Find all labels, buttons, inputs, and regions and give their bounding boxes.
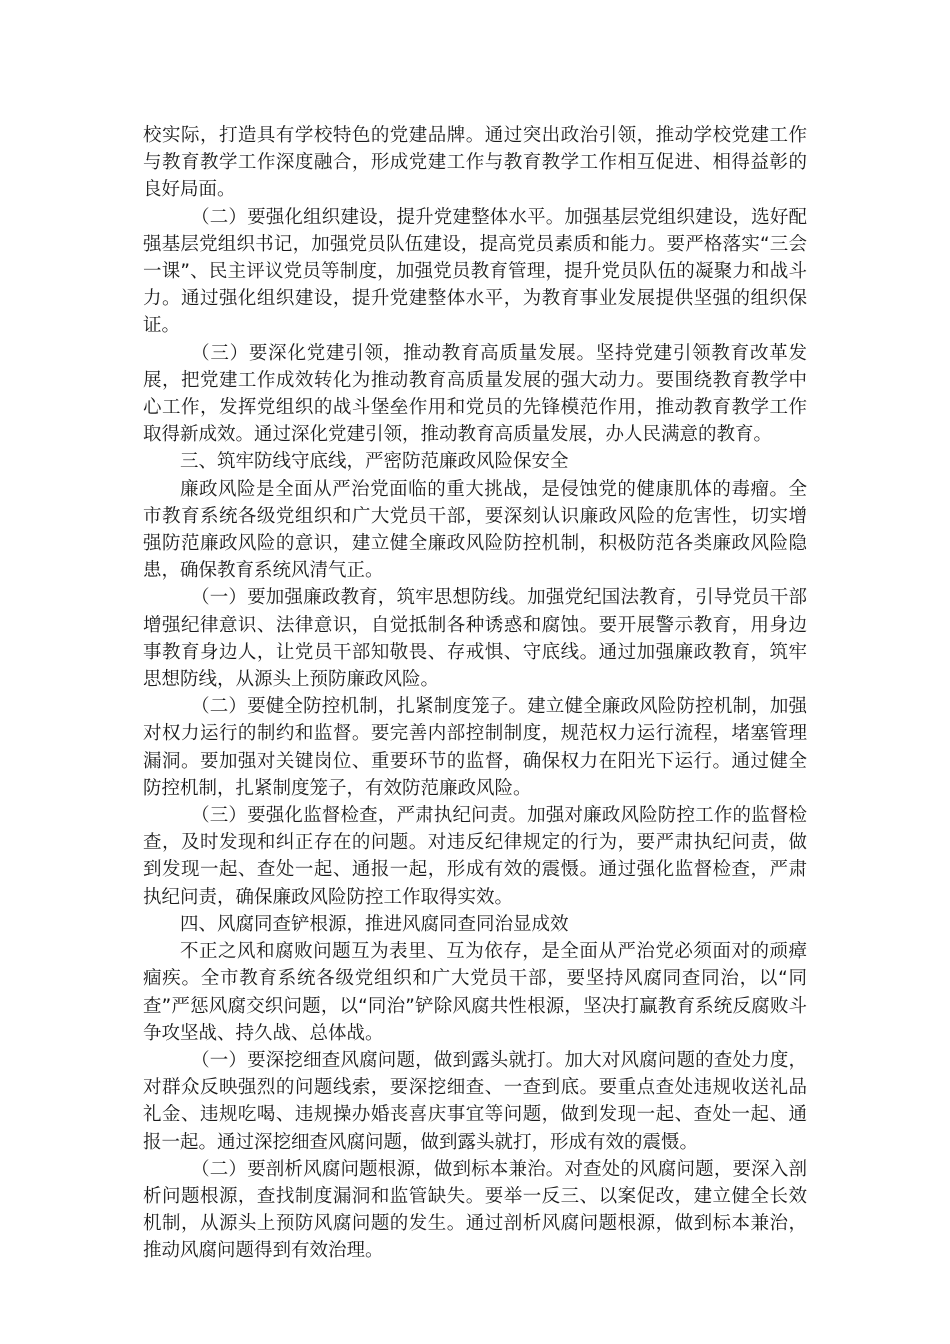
paragraph-root-cause-analysis: （二）要剖析风腐问题根源，做到标本兼治。对查处的风腐问题，要深入剖析问题根源，查找制度漏洞和监管缺失。要举一反三、以案促改，建立健全长效机制，从源头上预防风腐问题的发生。通过剖析风腐问题根源，做到标本兼治，推动风腐问题得到有效治理。 — [143, 1158, 807, 1262]
paragraph-deep-investigation: （一）要深挖细查风腐问题，做到露头就打。加大对风腐问题的查处力度，对群众反映强烈的问题线索，要深挖细查、一查到底。要重点查处违规收送礼品礼金、违规吃喝、违规操办婚丧喜庆事宜等问题，做到发现一起、查处一起、通报一起。通过深挖细查风腐问题，做到露头就打，形成有效的震慑。 — [143, 1049, 807, 1153]
section-heading-three: 三、筑牢防线守底线，严密防范廉政风险保安全 — [180, 451, 569, 473]
paragraph-party-leadership: （三）要深化党建引领，推动教育高质量发展。坚持党建引领教育改革发展，把党建工作成效转化为推动教育高质量发展的强大动力。要围绕教育教学中心工作，发挥党组织的战斗堡垒作用和党员的先锋模范作用，推动教育教学工作取得新成效。通过深化党建引领，推动教育高质量发展，办人民满意的教育。 — [143, 342, 807, 446]
paragraph-integrity-education: （一）要加强廉政教育，筑牢思想防线。加强党纪国法教育，引导党员干部增强纪律意识、法律意识，自觉抵制各种诱惑和腐蚀。要开展警示教育，用身边事教育身边人，让党员干部知敬畏、存戒惧、守底线。通过加强廉政教育，筑牢思想防线，从源头上预防廉政风险。 — [143, 587, 807, 691]
document-body — [143, 122, 807, 1265]
paragraph-control-mechanism: （二）要健全防控机制，扎紧制度笼子。建立健全廉政风险防控机制，加强对权力运行的制约和监督。要完善内部控制制度，规范权力运行流程，堵塞管理漏洞。要加强对关键岗位、重要环节的监督，确保权力在阳光下运行。通过健全防控机制，扎紧制度笼子，有效防范廉政风险。 — [143, 696, 807, 799]
paragraph-supervision-inspection: （三）要强化监督检查，严肃执纪问责。加强对廉政风险防控工作的监督检查，及时发现和纠正存在的问题。对违反纪律规定的行为，要严肃执纪问责，做到发现一起、查处一起、通报一起，形成有效的震慑。通过强化监督检查，严肃执纪问责，确保廉政风险防控工作取得实效。 — [143, 805, 807, 908]
paragraph-continuation: 校实际，打造具有学校特色的党建品牌。通过突出政治引领，推动学校党建工作与教育教学工作深度融合，形成党建工作与教育教学工作相互促进、相得益彰的良好局面。 — [143, 125, 807, 201]
section-heading-four: 四、风腐同查铲根源，推进风腐同查同治显成效 — [180, 913, 569, 935]
paragraph-corruption-intro: 不正之风和腐败问题互为表里、互为依存，是全面从严治党必须面对的顽瘴痼疾。全市教育系统各级党组织和广大党员干部，要坚持风腐同查同治，以“同查”严惩风腐交织问题，以“同治”铲除风腐共性根源，坚决打赢教育系统反腐败斗争攻坚战、持久战、总体战。 — [143, 941, 807, 1044]
paragraph-integrity-risk-intro: 廉政风险是全面从严治党面临的重大挑战，是侵蚀党的健康肌体的毒瘤。全市教育系统各级党组织和广大党员干部，要深刻认识廉政风险的危害性，切实增强防范廉政风险的意识，建立健全廉政风险防控机制，积极防范各类廉政风险隐患，确保教育系统风清气正。 — [143, 478, 807, 582]
paragraph-organization-building: （二）要强化组织建设，提升党建整体水平。加强基层党组织建设，选好配强基层党组织书记，加强党员队伍建设，提高党员素质和能力。要严格落实“三会一课”、民主评议党员等制度，加强党员教育管理，提升党员队伍的凝聚力和战斗力。通过强化组织建设，提升党建整体水平，为教育事业发展提供坚强的组织保证。 — [143, 206, 807, 337]
